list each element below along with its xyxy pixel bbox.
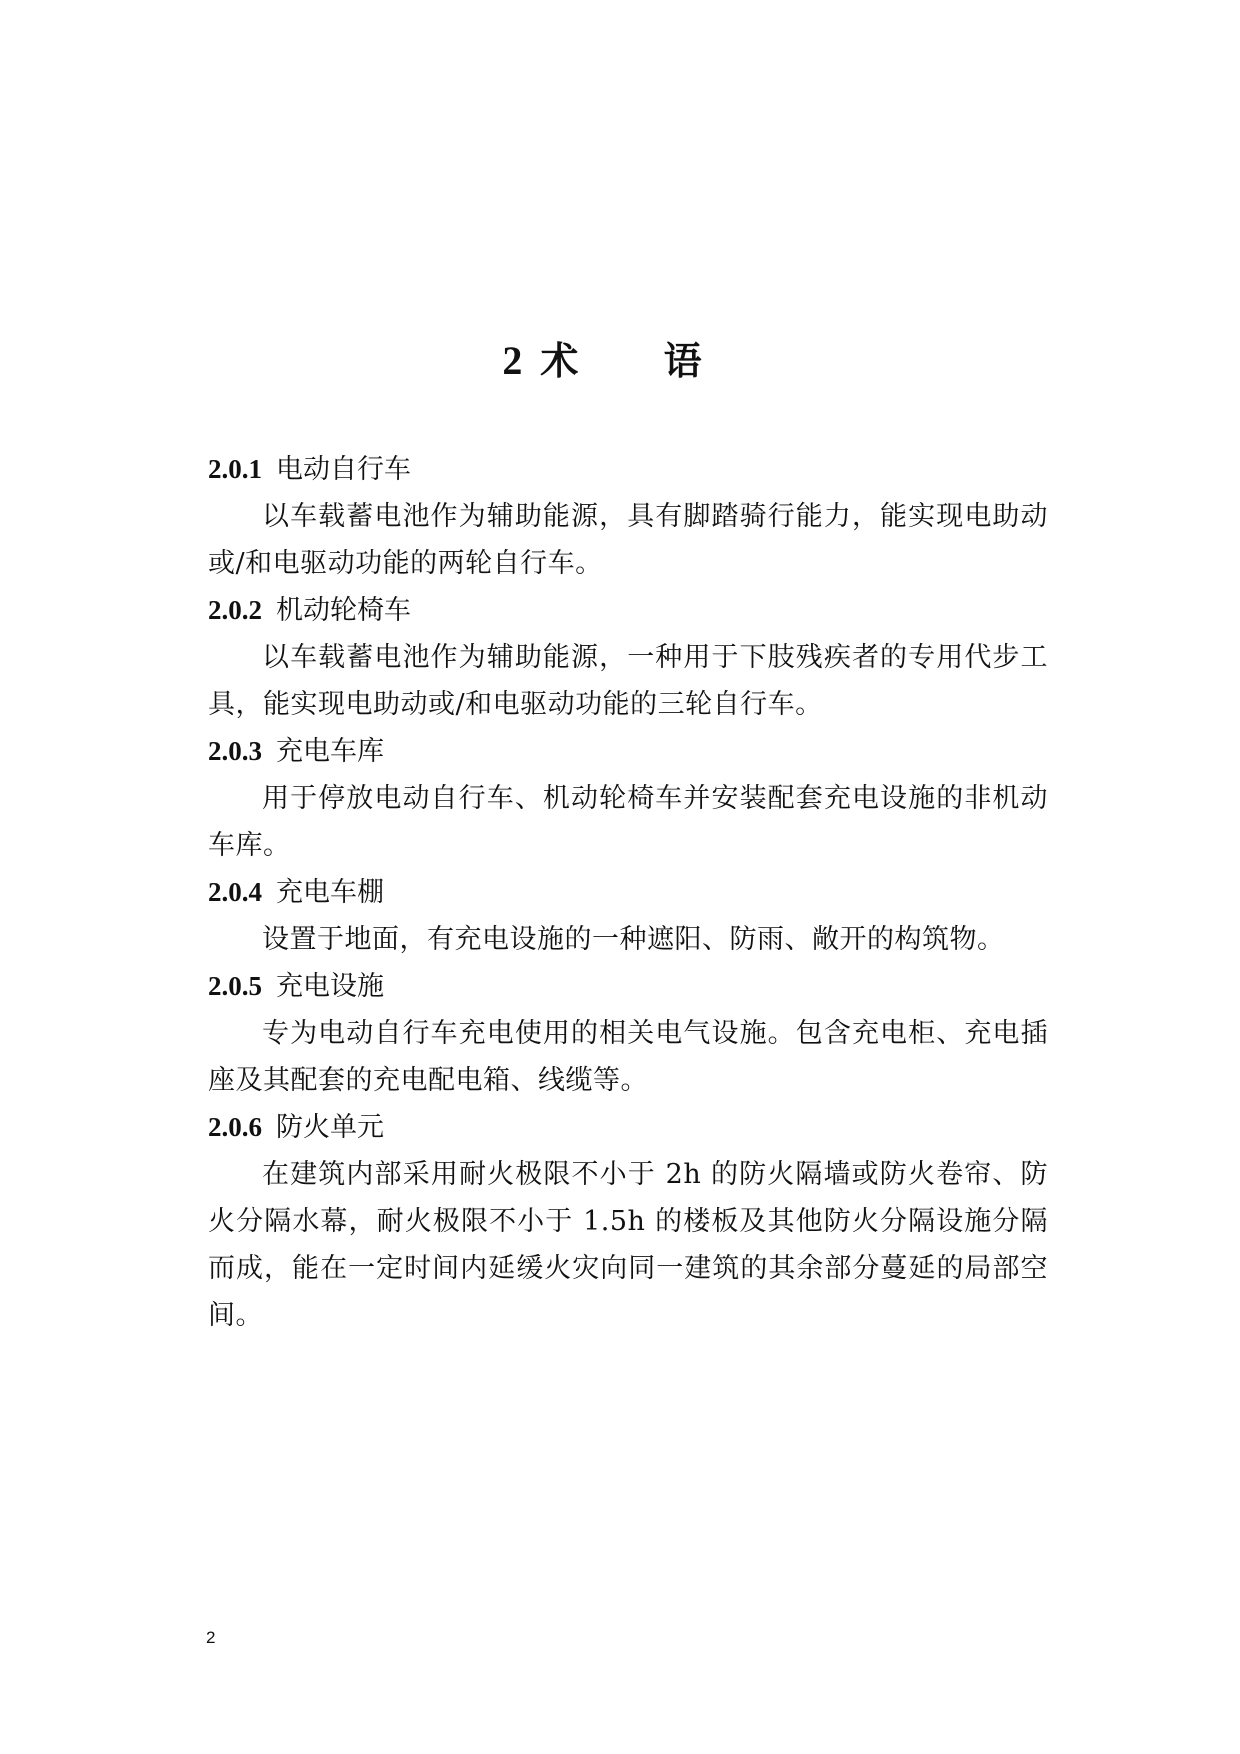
term-code: 2.0.5 (208, 971, 262, 1001)
terms-section (208, 446, 1048, 1339)
term-name: 充电车棚 (276, 877, 384, 908)
term-heading (208, 1104, 1048, 1151)
term-entry (208, 728, 1048, 869)
term-code: 2.0.2 (208, 595, 262, 625)
term-entry (208, 869, 1048, 963)
term-code: 2.0.3 (208, 736, 262, 766)
term-entry (208, 446, 1048, 587)
chapter-number: 2 (502, 338, 523, 384)
term-name: 防火单元 (276, 1112, 384, 1143)
term-entry (208, 587, 1048, 728)
chapter-title (0, 335, 1240, 387)
term-code: 2.0.6 (208, 1112, 262, 1142)
term-heading (208, 869, 1048, 916)
term-code: 2.0.4 (208, 877, 262, 907)
term-name: 充电车库 (276, 736, 384, 767)
term-definition: 在建筑内部采用耐火极限不小于 2h 的防火隔墙或防火卷帘、防火分隔水幕，耐火极限不小于 1.5h 的楼板及其他防火分隔设施分隔而成，能在一定时间内延缓火灾向同一建筑的其余部分蔓延的局部空间。 (208, 1159, 1048, 1331)
term-heading (208, 446, 1048, 493)
page-number: 2 (206, 1628, 216, 1647)
term-definition: 以车载蓄电池作为辅助能源，一种用于下肢残疾者的专用代步工具，能实现电助动或/和电驱动功能的三轮自行车。 (208, 642, 1048, 720)
term-definition: 用于停放电动自行车、机动轮椅车并安装配套充电设施的非机动车库。 (208, 783, 1048, 861)
term-entry (208, 963, 1048, 1104)
term-heading (208, 728, 1048, 775)
term-name: 电动自行车 (276, 454, 411, 485)
term-code: 2.0.1 (208, 454, 262, 484)
term-heading (208, 963, 1048, 1010)
term-definition: 设置于地面，有充电设施的一种遮阳、防雨、敞开的构筑物。 (262, 924, 1005, 955)
term-definition: 以车载蓄电池作为辅助能源，具有脚踏骑行能力，能实现电助动或/和电驱动功能的两轮自行车。 (208, 501, 1048, 579)
term-name: 机动轮椅车 (276, 595, 411, 626)
term-heading (208, 587, 1048, 634)
term-entry (208, 1104, 1048, 1339)
term-name: 充电设施 (276, 971, 384, 1002)
chapter-title-text: 术 语 (540, 338, 738, 384)
term-definition: 专为电动自行车充电使用的相关电气设施。包含充电柜、充电插座及其配套的充电配电箱、线缆等。 (208, 1018, 1048, 1096)
